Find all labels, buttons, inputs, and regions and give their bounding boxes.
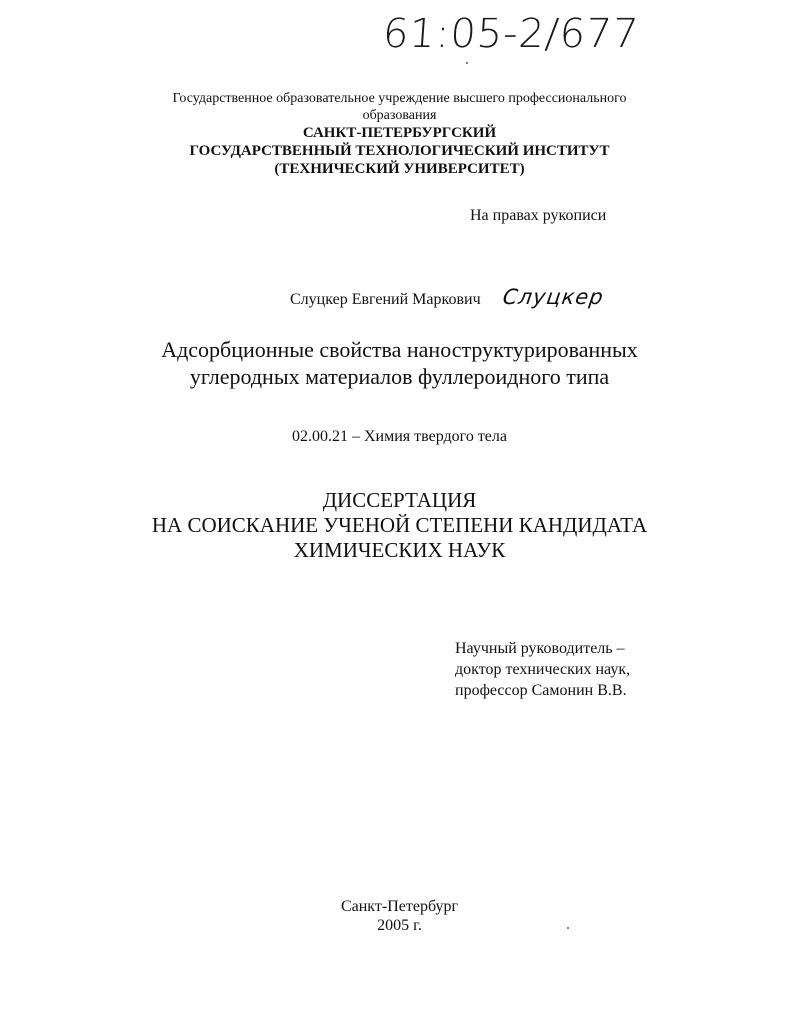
archive-number-handwritten: 61:05-2/677 [381, 11, 641, 57]
institution-line-1: Государственное образовательное учреждение высшего профессионального [172, 91, 627, 106]
city-name: Санкт-Петербург [340, 898, 459, 915]
supervisor-line-1: Научный руководитель – [455, 640, 625, 657]
document-type-line-3: ХИМИЧЕСКИХ НАУК [293, 538, 506, 562]
scan-speck [567, 927, 569, 929]
year: 2005 г. [377, 917, 422, 934]
author-name: Слуцкер Евгений Маркович [290, 291, 481, 308]
city-year-footer [0, 897, 799, 935]
thesis-title [0, 336, 799, 390]
author-line [290, 285, 606, 309]
document-type [0, 488, 799, 563]
institution-header [0, 90, 799, 178]
institution-line-2: образования [362, 108, 437, 123]
scan-speck [466, 62, 468, 64]
supervisor-line-3: профессор Самонин В.В. [455, 682, 627, 699]
author-signature: Слуцкер [500, 285, 606, 309]
supervisor-line-2: доктор технических наук, [455, 661, 631, 678]
specialty-code: 02.00.21 – Химия твердого тела [292, 428, 507, 445]
institution-name-line-1: САНКТ-ПЕТЕРБУРГСКИЙ [302, 125, 497, 141]
institution-name-line-2: ГОСУДАРСТВЕННЫЙ ТЕХНОЛОГИЧЕСКИЙ ИНСТИТУТ [189, 143, 610, 159]
thesis-title-line-1: Адсорбционные свойства наноструктурированных [161, 337, 638, 362]
thesis-title-line-2: углеродных материалов фуллероидного типа [189, 364, 610, 389]
manuscript-rights-note: На правах рукописи [470, 207, 607, 224]
institution-name-line-3: (ТЕХНИЧЕСКИЙ УНИВЕРСИТЕТ) [274, 161, 525, 177]
document-type-line-1: ДИССЕРТАЦИЯ [322, 488, 477, 512]
supervisor-block [455, 638, 630, 701]
document-type-line-2: НА СОИСКАНИЕ УЧЕНОЙ СТЕПЕНИ КАНДИДАТА [151, 513, 648, 537]
